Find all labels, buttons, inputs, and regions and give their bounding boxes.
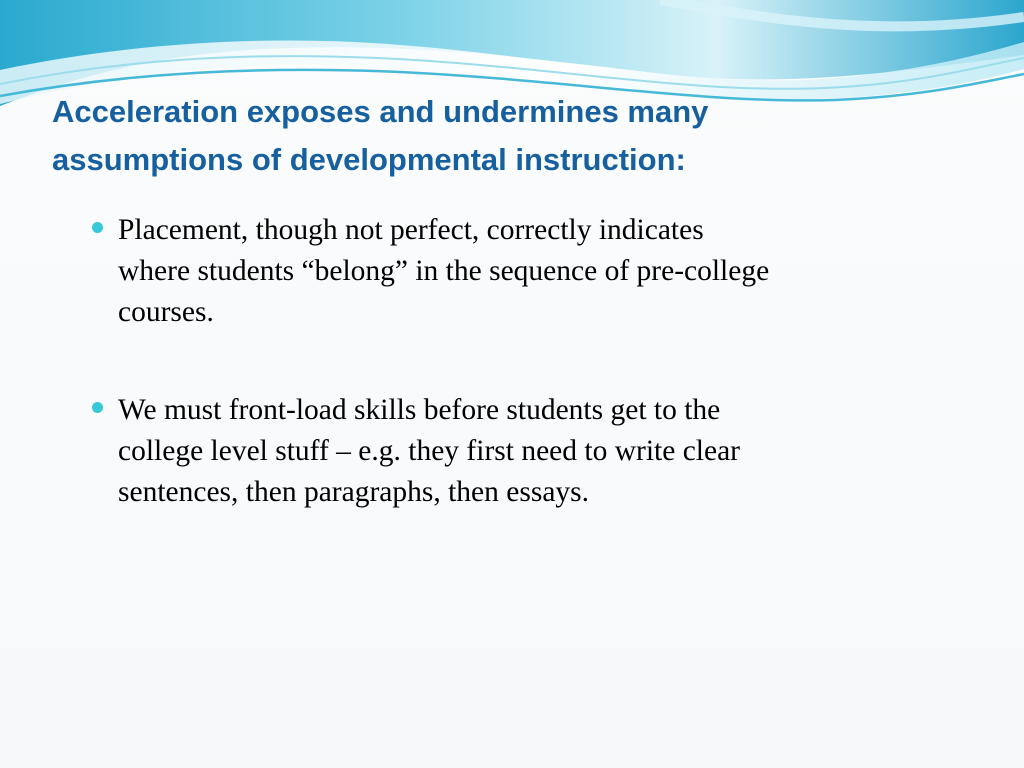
slide-title-line-2: assumptions of developmental instruction: bbox=[52, 142, 686, 177]
bullet-text-line-3: courses. bbox=[118, 296, 214, 328]
bullet-list bbox=[92, 210, 952, 513]
bullet-dot-icon bbox=[92, 222, 103, 233]
bullet-text-line-3: sentences, then paragraphs, then essays. bbox=[118, 476, 590, 508]
bullet-item-front-load-skills bbox=[92, 390, 952, 513]
bullet-text-line-2: college level stuff – e.g. they first need to write clear bbox=[118, 435, 740, 467]
bullet-dot-icon bbox=[92, 402, 103, 413]
slide-title-line-1: Acceleration exposes and undermines many bbox=[52, 94, 709, 129]
slide-title bbox=[52, 88, 952, 184]
bullet-text-line-2: where students “belong” in the sequence of pre-college bbox=[118, 255, 770, 287]
bullet-text-line-1: We must front-load skills before students get to the bbox=[118, 394, 721, 426]
bullet-item-placement bbox=[92, 210, 952, 333]
bullet-text-line-1: Placement, though not perfect, correctly indicates bbox=[118, 214, 704, 246]
